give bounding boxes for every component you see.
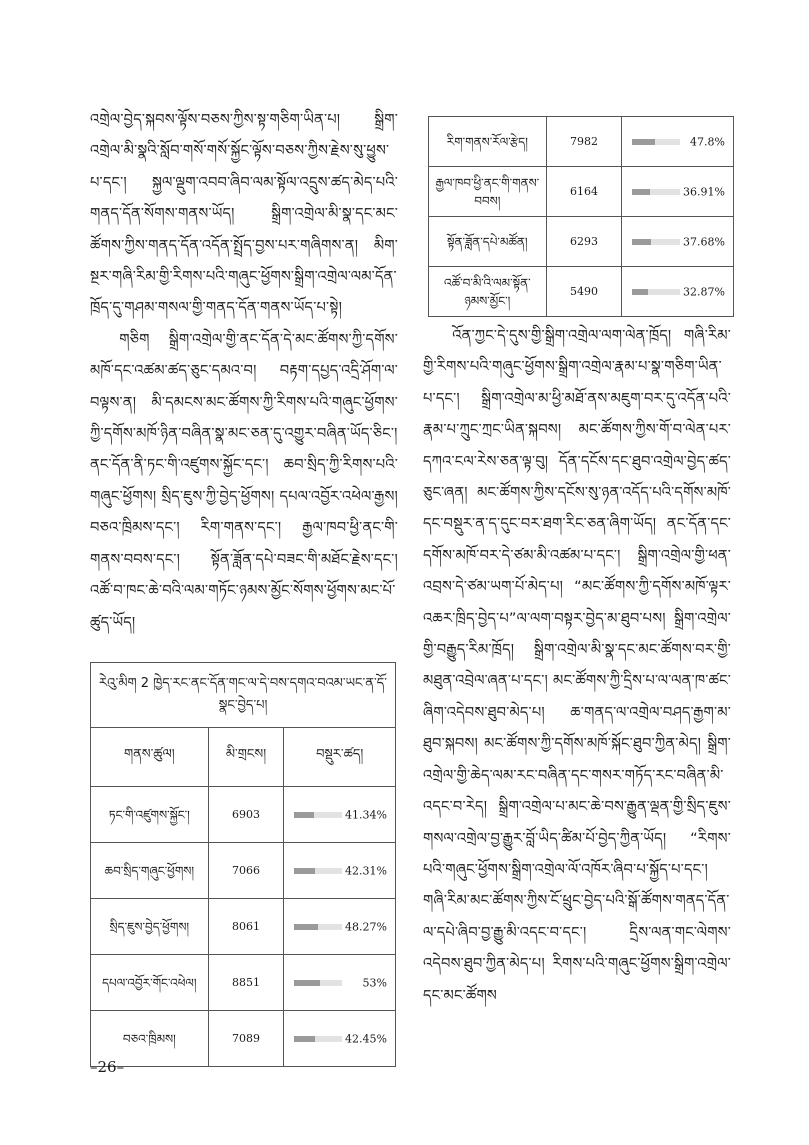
row-ratio-cell [622,117,734,167]
row-count: 6164 [546,167,622,217]
ratio-bar [632,139,680,145]
table-row [429,217,734,267]
ratio-bar [632,189,680,195]
row-count: 8851 [208,955,284,1011]
row-count: 7982 [546,117,622,167]
ratio-bar [294,868,342,874]
row-count: 8061 [208,899,284,955]
row-ratio-cell [622,267,734,317]
row-ratio-cell [284,843,396,899]
row-ratio-cell [284,899,396,955]
ratio-bar [632,239,680,245]
table-row [91,899,396,955]
ratio-percent: 47.8% [690,135,725,148]
row-ratio-cell [622,167,734,217]
ratio-percent: 36.91% [683,185,725,198]
column-header-count: མི་གྲངས། [208,728,284,787]
body-paragraph: འོན་ཀྱང་དེ་དུས་གྱི་སྒྲིག་འགྲེལ་ལག་ལེན་ཁྲོད། གཞི་རིམ་གྱི་རིགས་པའི་གཞུང་ཕྱོགས་སྒྲིག་འགྲེལ་རྣམ་པ་སྣ་གཅིག་ཡིན་པ་དང་། སྒྲིག་འགྲེལ་མ་ཕྱི་མཐོ་ནས་མཇུག་བར་དུ་འདོན་པའི་རྣམ་པ་ཀྲུང་ཀྲང་ཡིན་སྐབས། མང་ཚོགས་ཀྱིས་གོ་བ་ལེན་པར་དཀའ་ངལ་རེས་ཅན་ལྟ་བུ། དོན་དངོས་དང་ཐུབ་འགྲེལ་བྱེད་ཚད་ཅུང་ཞན། མང་ཚོགས་ཀྱིས་དངོས་སུ་ཉན་འདོད་པའི་དགོས་མཁོ་དང་བསྡུར་ན་ད་དུང་བར་ཐག་རིང་ཅན་ཞིག་ཡོད། ནང་དོན་དང་དགོས་མཁོ་བར་དེ་ཙམ་མི་འཚམ་པ་དང་། སྒྲིག་འགྲེལ་གྱི་ཕན་འབྲས་དེ་ཙམ་ཡག་པོ་མེད་པ། “མང་ཚོགས་ཀྱི་དགོས་མཁོ་ལྟར་འཆར་ཁྲིད་བྱེད་པ”ལ་ལག་བསྟར་བྱེད་མ་ཐུབ་པས། སྒྲིག་འགྲེལ་གྱི་བརྒྱུད་རིམ་ཁྲོད། སྒྲིག་འགྲེལ་མི་སྣ་དང་མང་ཚོགས་བར་གྱི་མཐུན་འབྲེལ་ཞན་པ་དང་། མང་ཚོགས་ཀྱི་དྲིས་པ་ལ་ལན་ཁ་ཚང་ཞིག་འདེབས་ཐུབ་མེད་པ། ཆ་གནད་ལ་འགྲེལ་བཤད་རྒྱག་མ་ཐུབ་སྐབས། མང་ཚོགས་ཀྱི་དགོས་མཁོ་སྐོང་ཐུབ་ཀྱིན་མེད། སྒྲིག་འགྲེལ་གྱི་ཆེད་ལམ་རང་བཞིན་དང་གསར་གཏོད་རང་བཞིན་མི་འདང་བ་རེད། སྒྲིག་འགྲེལ་པ་མང་ཆེ་བས་རྒྱུན་ལྡན་གྱི་སྲིད་ཇུས་གསལ་འགྲེལ་བྱ་རྒྱུར་བློ་ཡིད་ཚིམ་པོ་བྱེད་ཀྱིན་ཡོད། “རིགས་པའི་གཞུང་ཕྱོགས་སྒྲིག་འགྲེལ་ལོ་འཁོར་ཞིབ་པ་སྐྱོད་པ་དང་། གཞི་རིམ་མང་ཚོགས་ཀྱིས་ངོ་ཕྲུང་བྱེད་པའི་སྒོ་ཚོགས་གནད་དོན་ལ་དཔེ་ཞིབ་བྱ་རྒྱུ་མི་འདང་བ་དང་། དྲིས་ལན་གང་ལེགས་འདེབས་ཐུབ་ཀྱིན་མེད་པ། རིགས་པའི་གཞུང་ཕྱོགས་སྒྲིག་འགྲེལ་དང་མང་ཚོགས [423,327,731,1004]
ratio-percent: 37.68% [683,235,725,248]
table-row [429,117,734,167]
ratio-bar-fill [294,924,317,930]
page-number: –26– [90,1058,125,1076]
ratio-bar-fill [632,139,655,145]
row-category: རྒྱལ་ཁབ་ཕྱི་ནང་གི་གནས་བབས། [429,167,547,217]
ratio-percent: 48.27% [345,920,387,933]
column-header-category: གནས་ཚུལ། [91,728,209,787]
table-row [91,1011,396,1067]
ratio-percent: 42.45% [345,1032,387,1045]
row-category: དཔལ་འབྱོར་གོང་འཕེལ། [91,955,209,1011]
table-row [429,167,734,217]
ratio-bar-fill [632,239,650,245]
ratio-bar-fill [294,1036,314,1042]
table-row [429,267,734,317]
row-count: 7089 [208,1011,284,1067]
row-count: 5490 [546,267,622,317]
ratio-bar-fill [294,812,314,818]
row-ratio-cell [622,217,734,267]
row-category: སྟོན་ཟློན་དཔེ་མཚོན། [429,217,547,267]
ratio-percent: 53% [362,976,387,989]
table-caption: རེའུ་མིག 2 ཁྱེད་རང་ནང་དོན་གང་ལ་དེ་བས་དགའ་བའམ་ཡང་ན་དོ་སྣང་བྱེད་པ། [91,663,396,728]
row-category: སྲིད་ཇུས་བྱེད་ཕྱོགས། [91,899,209,955]
ratio-bar [294,812,342,818]
row-ratio-cell [284,787,396,843]
row-category: ཏང་གི་འཛུགས་སྐྱོང་། [91,787,209,843]
ratio-bar [294,980,342,986]
ratio-bar [294,924,342,930]
ratio-bar [294,1036,342,1042]
row-ratio-cell [284,1011,396,1067]
survey-table-continued [428,116,734,317]
survey-table [90,662,396,1067]
row-category: རིག་གནས་རོལ་རྩེད། [429,117,547,167]
column-header-ratio: བསྡུར་ཚད། [284,728,396,787]
table-row [91,955,396,1011]
body-paragraph: འགྲེལ་བྱེད་སྐབས་ལྟོས་བཅས་ཀྱིས་སྟ་གཅིག་ཡིན་པ། སྒྲིག་འགྲེལ་མི་སྣའི་སློབ་གསོ་གསོ་སྐྱོང་ལྟོས་བཅས་ཀྱིས་རྗེས་སུ་ཕྱུས་པ་དང་། སྐྱལ་ལྡུག་འབབ་ཞིབ་ལམ་སྟོལ་འདྲུས་ཚད་མེད་པའི་གནད་དོན་སོགས་གནས་ཡོད། སྒྲིག་འགྲེལ་མི་སྣ་དང་མང་ཚོགས་ཀྱིས་གནད་དོན་འདོན་སྤྲོད་བྱས་པར་གཞིགས་ན། མིག་སྔར་གཞི་རིམ་གྱི་རིགས་པའི་གཞུང་ཕྱོགས་སྒྲིག་འགྲེལ་ལམ་དོན་ཁྲོད་དུ་གཤམ་གསལ་གྱི་གནད་དོན་གནས་ཡོད་པ་སྟེ། [90,111,398,317]
ratio-bar-fill [294,868,314,874]
row-category: བཅའ་ཁྲིམས། [91,1011,209,1067]
row-ratio-cell [284,955,396,1011]
ratio-percent: 41.34% [345,808,387,821]
row-category: ཆབ་སྲིད་གཞུང་ཕྱོགས། [91,843,209,899]
row-count: 6903 [208,787,284,843]
left-column [90,104,398,638]
row-count: 7066 [208,843,284,899]
ratio-bar-fill [632,289,648,295]
ratio-bar [632,289,680,295]
row-count: 6293 [546,217,622,267]
body-paragraph: གཅིག སྒྲིག་འགྲེལ་གྱི་ནང་དོན་དེ་མང་ཚོགས་ཀྱི་དགོས་མཁོ་དང་འཚམ་ཚད་ཅུང་དམའ་བ། བརྟག་དཔྱད་འདྲི་ཤོག་ལ་བལྟས་ན། མི་དམངས་མང་ཚོགས་ཀྱི་རིགས་པའི་གཞུང་ཕྱོགས་ཀྱི་དགོས་མཁོ་ཉིན་བཞིན་སྣ་མང་ཅན་དུ་འགྱུར་བཞིན་ཡོད་ཅིང་། ནང་དོན་ནི་ཏང་གི་འཛུགས་སྐྱོང་དང་། ཆབ་སྲིད་ཀྱི་རིགས་པའི་གཞུང་ཕྱོགས། སྲིད་ཇུས་ཀྱི་བྱེད་ཕྱོགས། དཔལ་འབྱོར་འཕེལ་རྒྱས། བཅའ་ཁྲིམས་དང་། རིག་གནས་དང་། རྒྱལ་ཁབ་ཕྱི་ནང་གི་གནས་བབས་དང་། སྟོན་ཟློན་དཔེ་བཟང་གི་མཐོང་རྗེས་དང་། འཚོ་བ་ཁང་ཆེ་བའི་ལམ་གཏོང་ཉམས་མྱོང་སོགས་ཕྱོགས་མང་པོ་ཚུད་ཡོད། [90,330,398,631]
row-category: འཚོ་བ་མི་འི་ལམ་སྟོན་ཉམས་མྱོང་། [429,267,547,317]
right-column [423,320,731,1011]
ratio-percent: 42.31% [345,864,387,877]
table-row [91,843,396,899]
table-row [91,787,396,843]
ratio-bar-fill [294,980,319,986]
ratio-bar-fill [632,189,650,195]
ratio-percent: 32.87% [683,285,725,298]
